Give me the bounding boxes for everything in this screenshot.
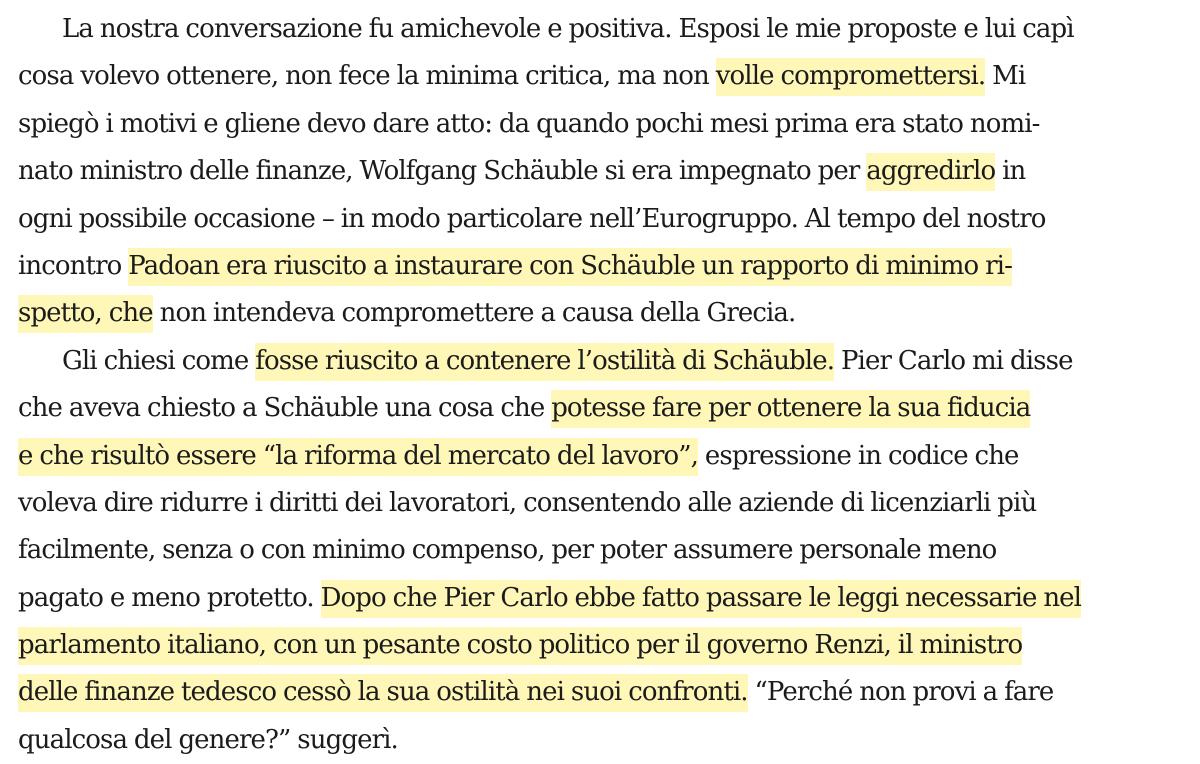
text-line <box>18 622 1193 669</box>
text-line <box>18 433 1193 480</box>
text-segment: nato ministro delle finanze, Wolfgang Schäuble si era impegnato per <box>18 156 867 187</box>
body-text <box>18 6 1193 764</box>
text-segment: incontro <box>18 250 129 281</box>
text-segment: cosa volevo ottenere, non fece la minima critica, ma non <box>18 61 716 92</box>
text-segment: pagato e meno protetto. <box>18 582 321 613</box>
text-segment: ogni possibile occasione – in modo particolare nell’Eurogruppo. Al tempo del nostro <box>18 203 1046 234</box>
highlighted-text: delle finanze tedesco cessò la sua ostilità nei suoi confronti. <box>18 674 748 712</box>
text-line <box>18 669 1193 716</box>
text-segment: qualcosa del genere?” suggerì. <box>18 724 398 755</box>
text-line <box>18 385 1193 432</box>
text-line <box>18 53 1193 100</box>
text-segment: “Perché non provi a fare <box>747 677 1054 708</box>
text-segment: Pier Carlo mi disse <box>834 345 1073 376</box>
text-segment: espressione in codice che <box>698 440 1019 471</box>
highlighted-text: spetto, che <box>18 295 153 333</box>
highlighted-text: aggredirlo <box>866 153 995 191</box>
text-segment: facilmente, senza o con minimo compenso, per poter assumere personale meno <box>18 535 997 566</box>
highlighted-text: parlamento italiano, con un pesante costo politico per il governo Renzi, il ministro <box>18 627 1022 665</box>
text-line <box>18 101 1193 148</box>
text-segment: Mi <box>985 61 1026 92</box>
text-line <box>18 480 1193 527</box>
highlighted-text: e che risultò essere “la riforma del mercato del lavoro”, <box>18 438 698 476</box>
text-line <box>18 243 1193 290</box>
text-line <box>18 6 1193 53</box>
highlighted-text: Padoan era riuscito a instaurare con Schäuble un rapporto di minimo ri- <box>128 248 1012 286</box>
text-line <box>18 196 1193 243</box>
text-segment: che aveva chiesto a Schäuble una cosa che <box>18 393 552 424</box>
text-segment: non intendeva compromettere a causa della Grecia. <box>152 298 796 329</box>
highlighted-text: potesse fare per ottenere la sua fiducia <box>551 390 1030 428</box>
text-line <box>18 338 1193 385</box>
text-line <box>18 148 1193 195</box>
text-line <box>18 575 1193 622</box>
text-line <box>18 527 1193 574</box>
text-segment: La nostra conversazione fu amichevole e positiva. Esposi le mie proposte e lui capì <box>62 14 1074 44</box>
text-line <box>18 290 1193 337</box>
highlighted-text: fosse riuscito a contenere l’ostilità di Schäuble. <box>255 343 834 381</box>
highlighted-text: Dopo che Pier Carlo ebbe fatto passare le leggi necessarie nel <box>321 580 1082 618</box>
text-segment: spiegò i motivi e gliene devo dare atto: da quando pochi mesi prima era stato nomi- <box>18 108 1040 139</box>
text-segment: voleva dire ridurre i diritti dei lavoratori, consentendo alle aziende di licenziarli più <box>18 487 1037 518</box>
text-segment: Gli chiesi come <box>62 345 256 376</box>
text-segment: in <box>995 156 1026 187</box>
highlighted-text: volle compromettersi. <box>716 58 986 96</box>
text-line <box>18 717 1193 764</box>
